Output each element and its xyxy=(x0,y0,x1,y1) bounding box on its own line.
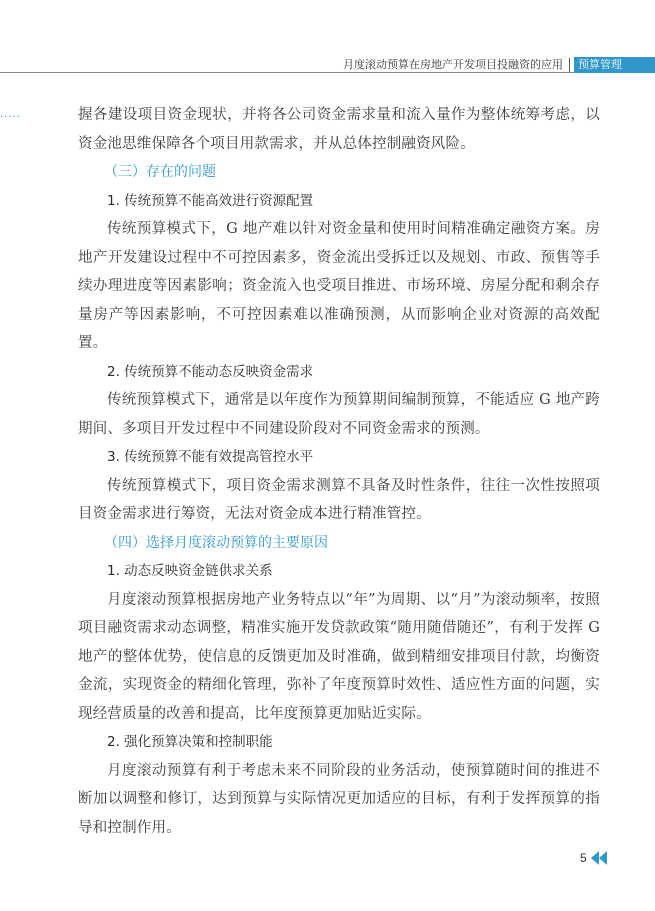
header-separator xyxy=(569,58,570,72)
subheading-4: 1. 动态反映资金链供求关系 xyxy=(107,563,273,579)
article-body xyxy=(78,101,600,842)
header-rule xyxy=(0,72,655,73)
margin-dots-marker: ····· xyxy=(0,112,21,123)
paragraph-continued: 握各建设项目资金现状，并将各公司资金需求量和流入量作为整体统筹考虑，以资金池思维保障各个项目用款需求，并从总体控制融资风险。 xyxy=(78,107,600,152)
subheading-3: 3. 传统预算不能有效提高管控水平 xyxy=(107,449,314,465)
subheading-2: 2. 传统预算不能动态反映资金需求 xyxy=(107,363,314,380)
double-left-arrow-icon xyxy=(591,851,607,865)
paragraph-5: 月度滚动预算有利于考虑未来不同阶段的业务活动，使预算随时间的推进不断加以调整和修订，达到预算与实际情况更加适应的目标，有利于发挥预算的指导和控制作用。 xyxy=(78,762,600,836)
section-tag: 预算管理 xyxy=(574,57,655,73)
paragraph-2: 传统预算模式下，通常是以年度作为预算期间编制预算，不能适应 G 地产跨期间、多项目开发过程中不同建设阶段对不同资金需求的预测。 xyxy=(78,392,600,437)
section-heading-3: （三）存在的问题 xyxy=(104,164,216,180)
running-header-title: 月度滚动预算在房地产开发项目投融资的应用 xyxy=(343,58,563,71)
subheading-5: 2. 强化预算决策和控制职能 xyxy=(107,734,273,750)
section-heading-4: （四）选择月度滚动预算的主要原因 xyxy=(104,534,328,551)
paragraph-1: 传统预算模式下，G 地产难以针对资金量和使用时间精准确定融资方案。房地产开发建设过程中不可控因素多，资金流出受拆迁以及规划、市政、预售等手续办理进度等因素影响；资金流入也受项目推进、市场环境、房屋分配和剩余存量房产等因素影响，不可控因素难以准确预测，从而影响企业对资源的高效配置。 xyxy=(78,221,600,351)
paragraph-4: 月度滚动预算根据房地产业务特点以“年”为周期、以“月”为滚动频率，按照项目融资需求动态调整，精准实施开发贷款政策“随用随借随还”，有利于发挥 G 地产的整体优势，使信息的反馈更加及时准确，做到精细安排项目付款，均衡资金流，实现资金的精细化管理，弥补了年度预算时效性、适应性方面的问题，实现经营质量的改善和提高，比年度预算更加贴近实际。 xyxy=(78,591,600,722)
subheading-1: 1. 传统预算不能高效进行资源配置 xyxy=(107,192,314,209)
page-number: 5 xyxy=(580,851,587,865)
paragraph-3: 传统预算模式下，项目资金需求测算不具备及时性条件，往往一次性按照项目资金需求进行筹资，无法对资金成本进行精准管控。 xyxy=(78,477,600,522)
